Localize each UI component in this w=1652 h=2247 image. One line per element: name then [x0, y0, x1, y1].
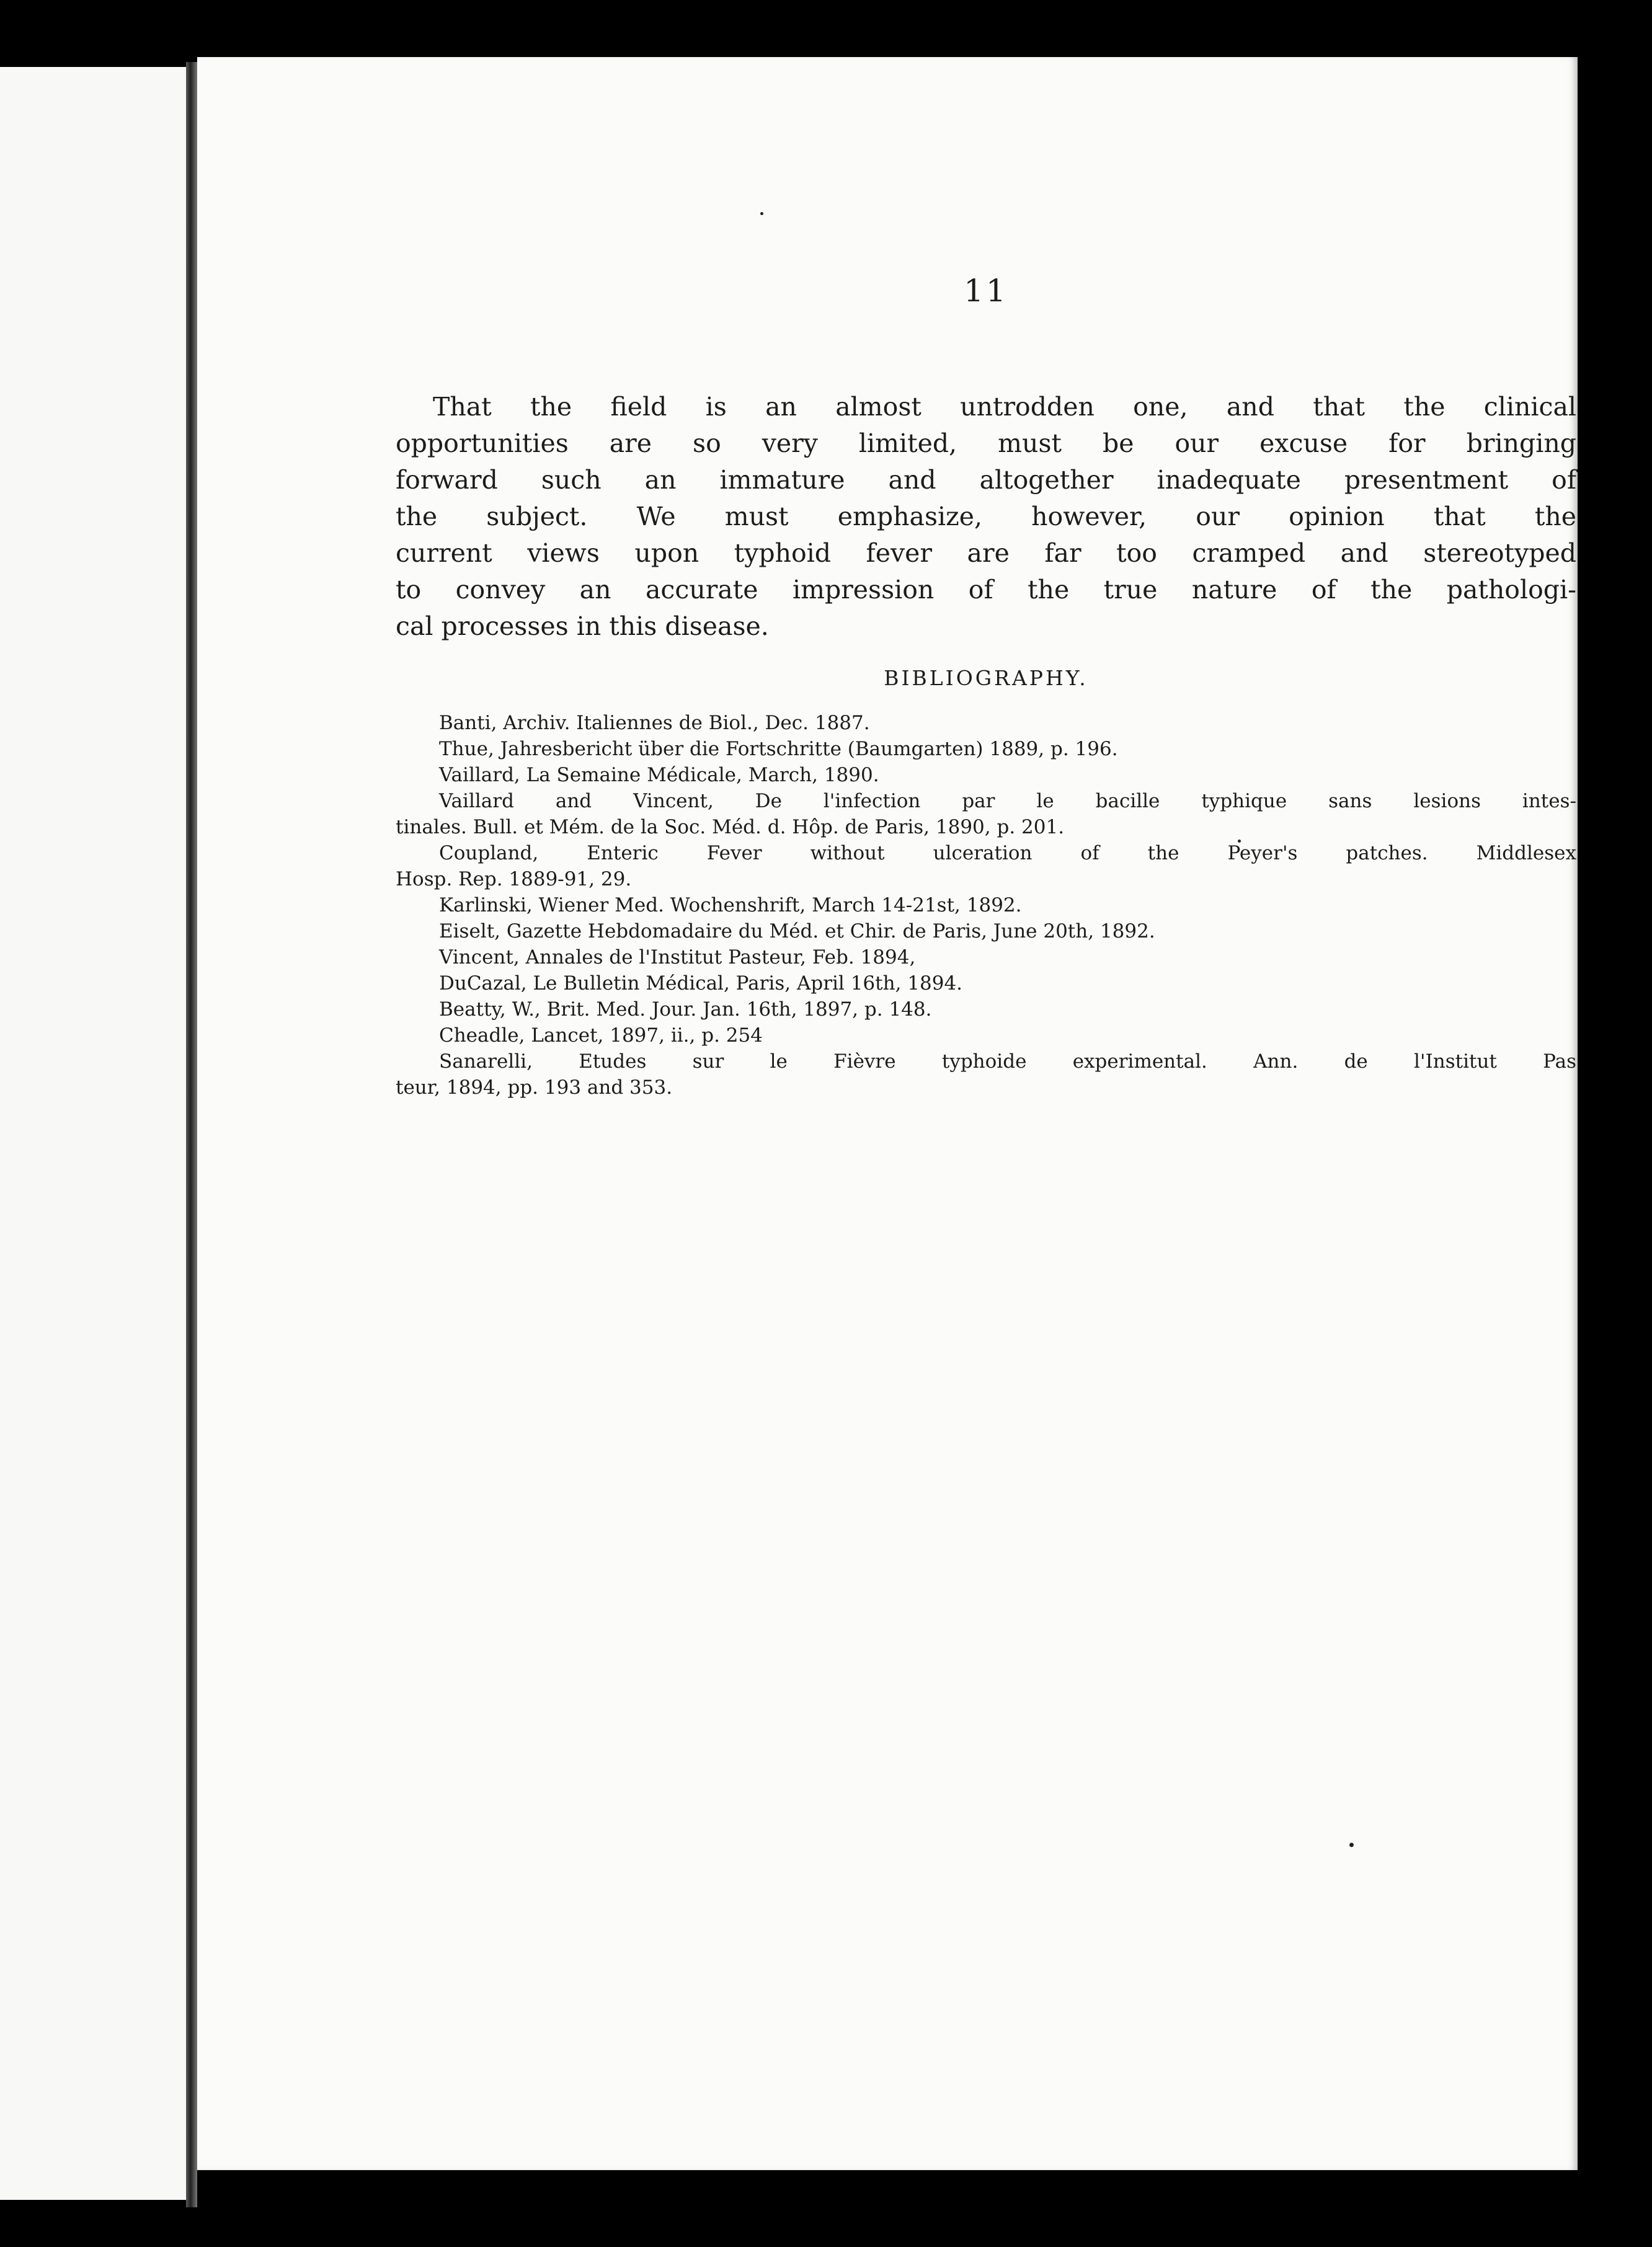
bibliography-entry-continuation: teur, 1894, pp. 193 and 353. [396, 1076, 673, 1099]
right-page [197, 57, 1578, 2170]
bibliography-entry: Thue, Jahresbericht über die Fortschritte (Baumgarten) 1889, p. 196. [439, 738, 1118, 760]
bibliography-entry: Banti, Archiv. Italiennes de Biol., Dec. 1887. [439, 712, 870, 734]
ink-speck [760, 212, 763, 215]
page-number: 11 [964, 273, 1008, 309]
paragraph-line: opportunities are so very limited, must be our excuse for bringing [396, 428, 1576, 458]
paragraph-line: cal processes in this disease. [396, 611, 769, 641]
bibliography-entry-continuation: tinales. Bull. et Mém. de la Soc. Méd. d. Hôp. de Paris, 1890, p. 201. [396, 816, 1065, 838]
bibliography-entry: Coupland, Enteric Fever without ulceration of the Peyer's patches. Middlesex [439, 842, 1576, 864]
ink-speck [1349, 1843, 1354, 1847]
bibliography-entry: Vincent, Annales de l'Institut Pasteur, Feb. 1894, [439, 946, 916, 968]
paragraph-line: the subject. We must emphasize, however, our opinion that the [396, 502, 1576, 531]
book-gutter [186, 62, 197, 2207]
paragraph-line: to convey an accurate impression of the true nature of the pathologi- [396, 575, 1576, 605]
bibliography-entry: Vaillard, La Semaine Médicale, March, 1890. [439, 764, 879, 786]
paragraph-line: That the field is an almost untrodden one, and that the clinical [433, 392, 1576, 422]
scan-border [1578, 37, 1652, 2247]
bibliography-entry: Beatty, W., Brit. Med. Jour. Jan. 16th, 1897, p. 148. [439, 998, 932, 1021]
paragraph-line: forward such an immature and altogether inadequate presentment of [396, 465, 1576, 495]
left-page-edge [0, 67, 186, 2200]
paragraph-line: current views upon typhoid fever are far too cramped and stereotyped [396, 538, 1576, 568]
bibliography-entry: Cheadle, Lancet, 1897, ii., p. 254 [439, 1024, 763, 1047]
bibliography-entry: DuCazal, Le Bulletin Médical, Paris, April 16th, 1894. [439, 972, 963, 995]
bibliography-entry: Karlinski, Wiener Med. Wochenshrift, March 14-21st, 1892. [439, 894, 1022, 916]
bibliography-entry: Sanarelli, Etudes sur le Fièvre typhoide experimental. Ann. de l'Institut Pas [439, 1050, 1576, 1073]
bibliography-heading: BIBLIOGRAPHY. [884, 666, 1088, 690]
bibliography-entry-continuation: Hosp. Rep. 1889-91, 29. [396, 868, 632, 890]
bibliography-entry: Eiselt, Gazette Hebdomadaire du Méd. et Chir. de Paris, June 20th, 1892. [439, 920, 1155, 942]
bibliography-entry: Vaillard and Vincent, De l'infection par le bacille typhique sans lesions intes- [439, 790, 1576, 812]
